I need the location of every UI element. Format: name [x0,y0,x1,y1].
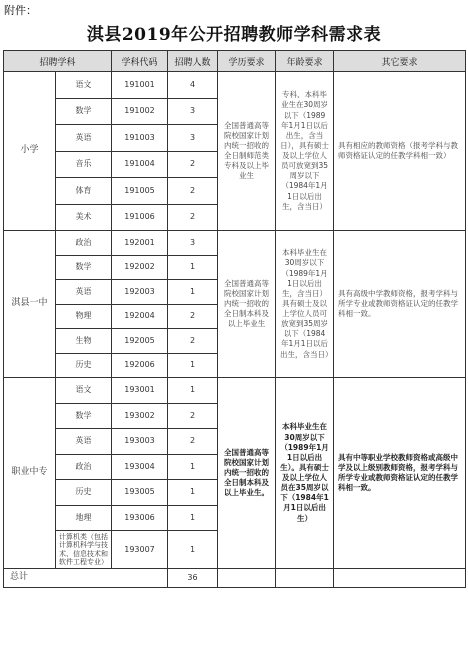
code-cell: 192003 [112,280,168,305]
header-count: 招聘人数 [168,51,218,72]
count-cell: 1 [168,505,218,531]
code-cell: 193003 [112,429,168,455]
header-row [4,51,466,72]
count-cell: 1 [168,480,218,506]
education-requirement: 全国普通高等院校国家计划内统一招收的全日制本科及以上毕业生。 [218,378,276,569]
code-cell: 191003 [112,125,168,152]
subject-cell: 历史 [56,353,112,378]
total-label: 总计 [4,569,168,588]
total-empty-3 [334,569,466,588]
count-cell: 2 [168,329,218,354]
count-cell: 2 [168,151,218,178]
table-row [4,231,466,256]
subject-cell: 语文 [56,378,112,404]
table-row [4,378,466,404]
subject-cell: 物理 [56,304,112,329]
header-age: 年龄要求 [276,51,334,72]
recruitment-table [3,50,466,588]
total-row [4,569,466,588]
count-cell: 1 [168,255,218,280]
header-code: 学科代码 [112,51,168,72]
count-cell: 4 [168,72,218,99]
code-cell: 191005 [112,178,168,205]
subject-cell: 美术 [56,204,112,231]
code-cell: 193006 [112,505,168,531]
school-name: 小学 [4,72,56,231]
other-requirement: 具有相应的教师资格（报考学科与教师资格证认定的任教学科相一致） [334,72,466,231]
count-cell: 2 [168,403,218,429]
count-cell: 2 [168,429,218,455]
education-requirement: 全国普通高等院校国家计划内统一招收的全日制师范类专科及以上毕业生 [218,72,276,231]
subject-cell: 政治 [56,454,112,480]
code-cell: 191002 [112,98,168,125]
other-requirement: 具有高级中学教师资格，报考学科与所学专业或教师资格证认定的任教学科相一致。 [334,231,466,378]
attachment-label: 附件： [4,4,37,17]
code-cell: 193002 [112,403,168,429]
count-cell: 2 [168,178,218,205]
school-name: 职业中专 [4,378,56,569]
page-title: 淇县2019年公开招聘教师学科需求表 [86,25,382,45]
subject-cell: 英语 [56,125,112,152]
age-requirement: 本科毕业生在30周岁以下（1989年1月1日以后出生）。具有硕士及以上学位人员在35周岁以下（1984年1月1日以后出生） [276,378,334,569]
subject-cell: 音乐 [56,151,112,178]
age-requirement: 本科毕业生在30周岁以下（1989年1月1日以后出生，含当日）具有硕士及以上学位人员可放宽到35周岁以下（1984年1月1日以后出生，含当日） [276,231,334,378]
code-cell: 192006 [112,353,168,378]
count-cell: 3 [168,98,218,125]
code-cell: 191001 [112,72,168,99]
subject-cell: 生物 [56,329,112,354]
subject-cell: 英语 [56,280,112,305]
subject-cell: 语文 [56,72,112,99]
code-cell: 193001 [112,378,168,404]
subject-cell: 数学 [56,98,112,125]
count-cell: 2 [168,304,218,329]
count-cell: 1 [168,531,218,569]
education-requirement: 全国普通高等院校国家计划内统一招收的全日制本科及以上毕业生 [218,231,276,378]
count-cell: 3 [168,125,218,152]
code-cell: 191006 [112,204,168,231]
code-cell: 192004 [112,304,168,329]
subject-cell: 计算机类（包括计算机科学与技术、信息技术和软件工程专业） [56,531,112,569]
code-cell: 192001 [112,231,168,256]
table-row [4,72,466,99]
subject-cell: 政治 [56,231,112,256]
code-cell: 193007 [112,531,168,569]
count-cell: 1 [168,280,218,305]
count-cell: 2 [168,204,218,231]
other-requirement: 具有中等职业学校教师资格或高级中学及以上级别教师资格，报考学科与所学专业或教师资格证认定的任教学科相一致。 [334,378,466,569]
subject-cell: 体育 [56,178,112,205]
count-cell: 1 [168,378,218,404]
subject-cell: 数学 [56,403,112,429]
total-count: 36 [168,569,218,588]
header-other: 其它要求 [334,51,466,72]
code-cell: 192002 [112,255,168,280]
code-cell: 193004 [112,454,168,480]
subject-cell: 地理 [56,505,112,531]
school-name: 淇县一中 [4,231,56,378]
subject-cell: 数学 [56,255,112,280]
header-subject: 招聘学科 [4,51,112,72]
count-cell: 1 [168,454,218,480]
age-requirement: 专科、本科毕业生在30周岁以下（1989年1月1日以后出生，含当日），具有硕士及以上学位人员可放宽到35周岁以下（1984年1月1日以后出生，含当日） [276,72,334,231]
code-cell: 191004 [112,151,168,178]
count-cell: 3 [168,231,218,256]
header-education: 学历要求 [218,51,276,72]
subject-cell: 英语 [56,429,112,455]
total-empty-1 [218,569,276,588]
code-cell: 193005 [112,480,168,506]
subject-cell: 历史 [56,480,112,506]
count-cell: 1 [168,353,218,378]
total-empty-2 [276,569,334,588]
code-cell: 192005 [112,329,168,354]
